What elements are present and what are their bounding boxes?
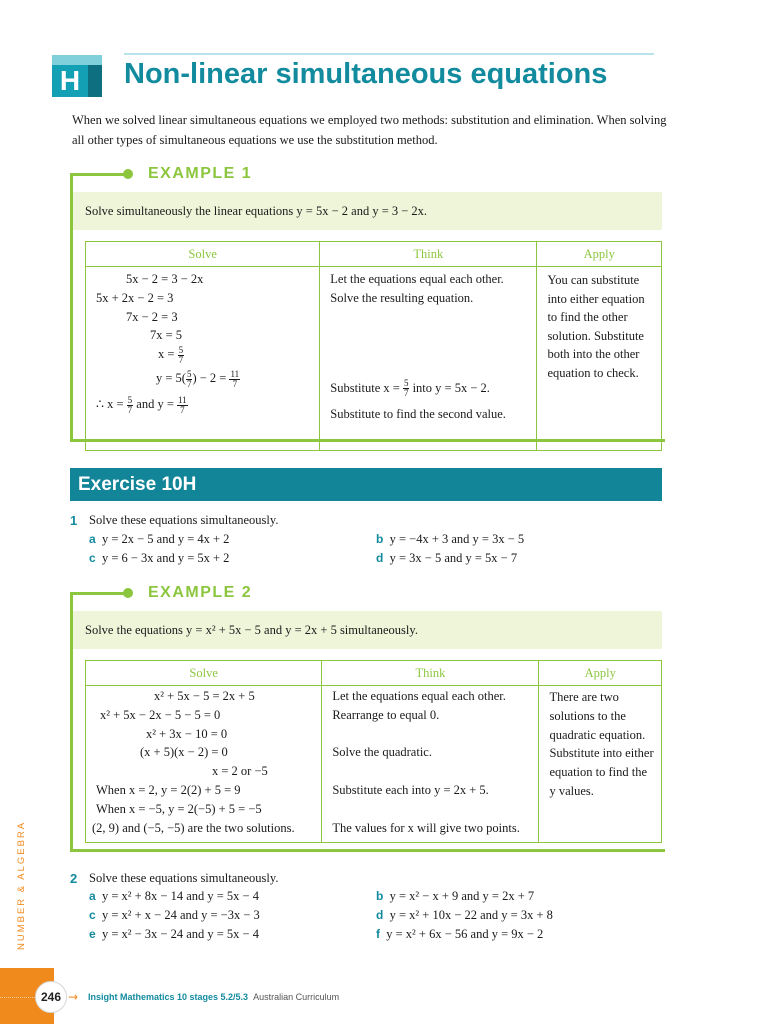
example1-label: EXAMPLE 1 bbox=[148, 165, 253, 182]
example2-apply-cell bbox=[539, 686, 662, 843]
fraction: $\frac{5}{7}$ bbox=[127, 394, 133, 415]
question-number: 2 bbox=[70, 871, 78, 886]
question-part: b y = −4x + 3 and y = 3x − 5 bbox=[376, 532, 525, 546]
question-part: d y = x² + 10x − 22 and y = 3x + 8 bbox=[376, 908, 553, 922]
solve-text: x = bbox=[158, 347, 178, 362]
col-apply: Apply bbox=[539, 661, 662, 686]
solve-line: x² + 3x − 10 = 0 bbox=[146, 726, 228, 741]
apply-text: There are two solutions to the quadratic equation. Substitute into either equation to find the y values. bbox=[549, 690, 654, 798]
question-part: b y = x² − x + 9 and y = 2x + 7 bbox=[376, 889, 535, 903]
question-part: f y = x² + 6x − 56 and y = 9x − 2 bbox=[376, 927, 544, 941]
strand-label: NUMBER & ALGEBRA bbox=[16, 820, 27, 950]
badge-top bbox=[52, 55, 102, 65]
example2-table bbox=[85, 660, 662, 843]
badge-side bbox=[88, 65, 102, 97]
solve-line: x = 2 or −5 bbox=[212, 764, 268, 779]
fraction: $\frac{11}{7}$ bbox=[230, 368, 240, 389]
solve-line bbox=[86, 345, 319, 369]
solve-text: ∴ x = bbox=[96, 397, 127, 412]
solve-line bbox=[86, 369, 319, 395]
question-part: a y = 2x − 5 and y = 4x + 2 bbox=[89, 532, 230, 546]
example2-dot bbox=[123, 588, 133, 598]
solve-line: 7x − 2 = 3 bbox=[126, 309, 178, 324]
solve-line: 7x = 5 bbox=[150, 328, 183, 343]
page-title: Non-linear simultaneous equations bbox=[124, 58, 608, 90]
col-solve: Solve bbox=[86, 661, 322, 686]
question-part: a y = x² + 8x − 14 and y = 5x − 4 bbox=[89, 889, 259, 903]
solve-text: ) − 2 = bbox=[192, 371, 230, 386]
page-number: 246 bbox=[35, 981, 67, 1013]
think-line bbox=[332, 762, 538, 781]
example1-question: Solve simultaneously the linear equations y = 5x − 2 and y = 3 − 2x. bbox=[73, 192, 662, 230]
example1-think-cell bbox=[320, 267, 537, 451]
think-line bbox=[332, 800, 538, 819]
header-rule bbox=[124, 53, 654, 55]
question-part: c y = x² + x − 24 and y = −3x − 3 bbox=[89, 908, 260, 922]
fraction: $\frac{5}{7}$ bbox=[178, 344, 184, 365]
example1-table bbox=[85, 241, 662, 451]
question-number: 1 bbox=[70, 513, 78, 528]
fraction: $\frac{5}{7}$ bbox=[186, 368, 192, 389]
think-line: Substitute x = $\frac{5}{7}$ into y = 5x − 2. bbox=[330, 378, 490, 399]
think-line: Solve the quadratic. bbox=[332, 745, 432, 760]
example2-rule bbox=[70, 592, 127, 595]
solve-line: (x + 5)(x − 2) = 0 bbox=[140, 745, 228, 760]
question-part: d y = 3x − 5 and y = 5x − 7 bbox=[376, 551, 518, 565]
question-part: c y = 6 − 3x and y = 5x + 2 bbox=[89, 551, 230, 565]
think-line: The values for x will give two points. bbox=[332, 820, 520, 835]
think-line: Let the equations equal each other. bbox=[330, 272, 504, 286]
think-line: Rearrange to equal 0. bbox=[332, 707, 440, 722]
question-text: Solve these equations simultaneously. bbox=[89, 871, 279, 885]
think-line: Solve the resulting equation. bbox=[330, 290, 474, 305]
example2-solve-cell bbox=[86, 686, 322, 843]
solve-line: 5x − 2 = 3 − 2x bbox=[126, 272, 204, 286]
solve-line: x² + 5x − 2x − 5 − 5 = 0 bbox=[100, 707, 221, 722]
example1-apply-cell bbox=[537, 267, 662, 451]
footer-dotted-line bbox=[0, 997, 35, 998]
example1-dot bbox=[123, 169, 133, 179]
example2-label: EXAMPLE 2 bbox=[148, 584, 253, 601]
example1-solve-cell bbox=[86, 267, 320, 451]
solve-text: and y = bbox=[133, 397, 177, 412]
apply-text: You can substitute into either equation to find the other solution. Substitute both into the other equation to check. bbox=[547, 273, 645, 380]
solve-line: x² + 5x − 5 = 2x + 5 bbox=[154, 689, 255, 703]
think-line: Substitute each into y = 2x + 5. bbox=[332, 782, 489, 797]
question-text: Solve these equations simultaneously. bbox=[89, 513, 279, 527]
col-think: Think bbox=[322, 661, 539, 686]
solve-text: y = 5( bbox=[156, 371, 186, 386]
book-title: Insight Mathematics 10 stages 5.2/5.3 Australian Curriculum bbox=[88, 992, 340, 1002]
solve-line: When x = −5, y = 2(−5) + 5 = −5 bbox=[96, 801, 262, 816]
question-part: e y = x² − 3x − 24 and y = 5x − 4 bbox=[89, 927, 259, 941]
fraction: $\frac{5}{7}$ bbox=[403, 378, 409, 399]
think-line: Let the equations equal each other. bbox=[332, 689, 506, 703]
fraction: $\frac{11}{7}$ bbox=[178, 394, 187, 415]
col-apply: Apply bbox=[537, 242, 662, 267]
col-solve: Solve bbox=[86, 242, 320, 267]
section-badge bbox=[52, 55, 102, 97]
example1-rule bbox=[70, 173, 127, 176]
col-think: Think bbox=[320, 242, 537, 267]
intro-paragraph: When we solved linear simultaneous equations we employed two methods: substitution and elimination. When solving all other types of simultaneous equations we use the substitution method. bbox=[72, 113, 667, 147]
solve-line: When x = 2, y = 2(2) + 5 = 9 bbox=[96, 782, 241, 797]
think-line bbox=[332, 725, 538, 744]
solve-line: (2, 9) and (−5, −5) are the two solutions. bbox=[92, 820, 295, 835]
example2-question: Solve the equations y = x² + 5x − 5 and y = 2x + 5 simultaneously. bbox=[73, 611, 662, 649]
solve-line: 5x + 2x − 2 = 3 bbox=[96, 290, 174, 305]
example2-think-cell bbox=[322, 686, 539, 843]
section-letter: H bbox=[52, 65, 88, 97]
solve-line bbox=[86, 395, 319, 421]
arrow-icon: → bbox=[68, 990, 79, 1004]
exercise-title: Exercise 10H bbox=[70, 468, 662, 501]
think-line: Substitute to find the second value. bbox=[330, 406, 506, 421]
